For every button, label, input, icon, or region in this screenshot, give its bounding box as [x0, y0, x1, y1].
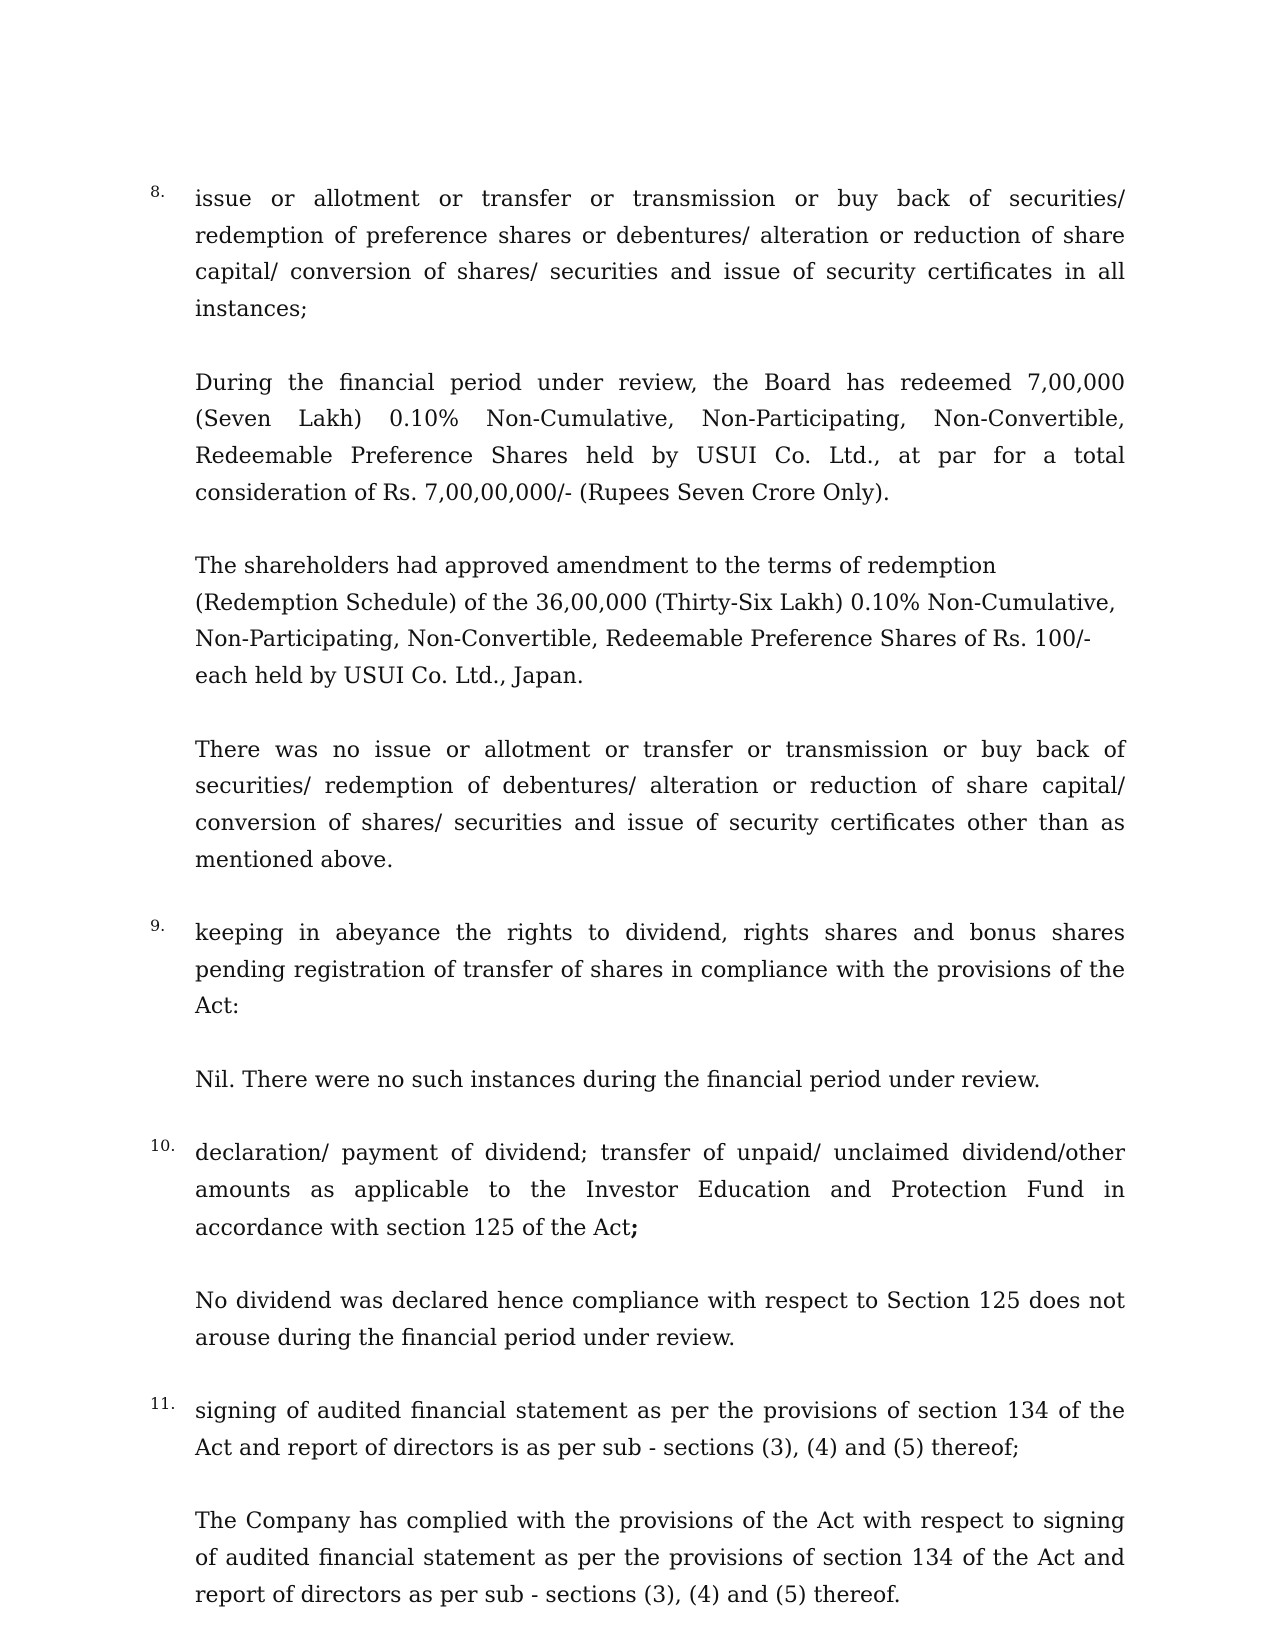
item-number: 8.	[150, 182, 166, 201]
item-paragraph: The shareholders had approved amendment to the terms of redemption (Redemption Schedule) of the 36,00,000 (Thirty-Six Lakh) 0.10% Non-Cumulative, Non-Participating, Non-Convertible, Redeemable Preference Shares of Rs. 100/- each held by USUI Co. Ltd., Japan.	[195, 554, 1116, 690]
list-item-11	[150, 1394, 1125, 1614]
item-heading	[195, 1136, 1125, 1247]
item-paragraph: No dividend was declared hence compliance with respect to Section 125 does not arouse during the financial period under review.	[195, 1288, 1125, 1351]
list-item-9	[150, 916, 1125, 1100]
item-heading: keeping in abeyance the rights to dividend, rights shares and bonus shares pending registration of transfer of shares in compliance with the provisions of the Act:	[195, 921, 1125, 1020]
item-number: 10.	[150, 1136, 176, 1156]
item-heading: signing of audited financial statement as per the provisions of section 134 of the Act and report of directors is as per sub - sections (3), (4) and (5) thereof;	[195, 1399, 1125, 1461]
item-paragraph: Nil. There were no such instances during the financial period under review.	[195, 1067, 1041, 1093]
item-paragraph: The Company has complied with the provisions of the Act with respect to signing of audited financial statement as per the provisions of section 134 of the Act and report of directors as per sub - sections (3), (4) and (5) thereof.	[195, 1509, 1125, 1608]
item-number: 9.	[150, 916, 166, 935]
item-heading-text: declaration/ payment of dividend; transfer of unpaid/ unclaimed dividend/other amounts as applicable to the Investor Education and Protection Fund in accordance with section 125 of the Act	[195, 1141, 1125, 1241]
item-number: 11.	[150, 1394, 176, 1414]
item-heading: issue or allotment or transfer or transmission or buy back of securities/ redemption of preference shares or debentures/ alteration or reduction of share capital/ conversion of shares/ securities and issue of security certificates in all instances;	[195, 187, 1125, 323]
list-item-10	[150, 1136, 1125, 1357]
item-heading-suffix: ;	[630, 1214, 639, 1241]
list-item-8	[150, 182, 1125, 879]
document-body	[150, 182, 1125, 1614]
item-paragraph: There was no issue or allotment or transfer or transmission or buy back of securities/ redemption of debentures/ alteration or reduction of share capital/ conversion of shares/ securities and issue of security certificates other than as mentioned above.	[195, 737, 1125, 873]
item-paragraph: During the financial period under review, the Board has redeemed 7,00,000 (Seven Lakh) 0.10% Non-Cumulative, Non-Participating, Non-Convertible, Redeemable Preference Shares held by USUI Co. Ltd., at par for a total consideration of Rs. 7,00,00,000/- (Rupees Seven Crore Only).	[195, 370, 1125, 506]
